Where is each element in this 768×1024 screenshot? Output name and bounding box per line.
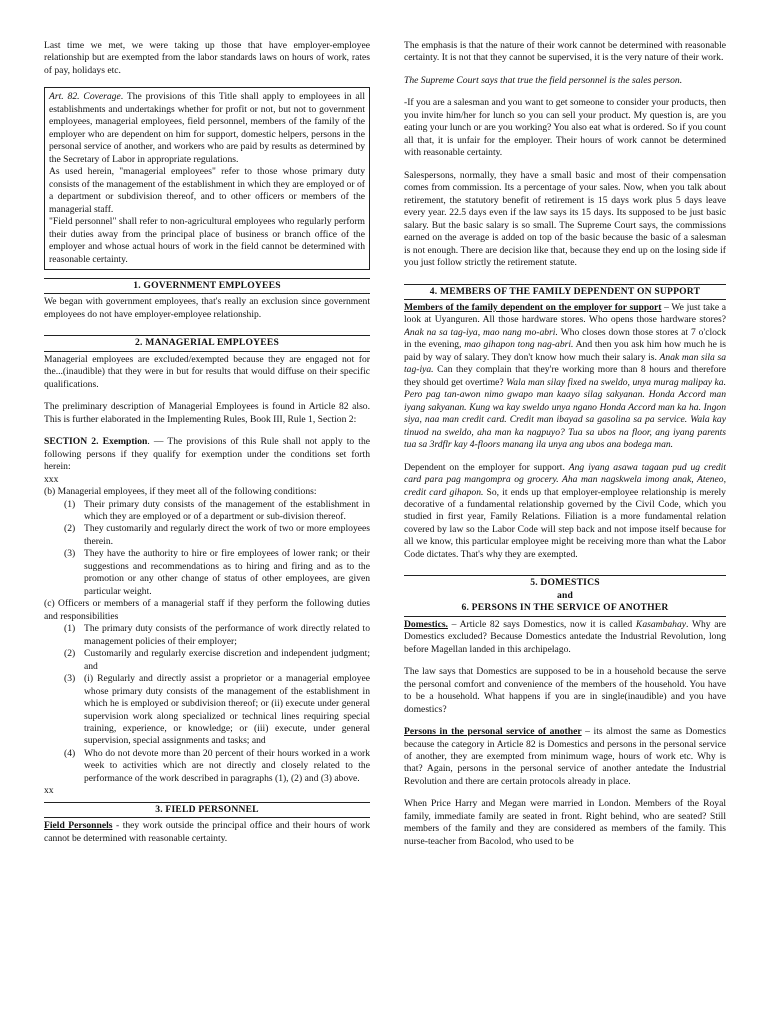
left-column (44, 40, 370, 1016)
list-item: (1) The primary duty consists of the performance of work directly related to management policies of their employer; (64, 623, 370, 647)
heading-persons-service: 6. PERSONS IN THE SERVICE OF ANOTHER (461, 602, 669, 614)
list-item: (4) Who do not devote more than 20 percent of their hours worked in a work week to activities which are not directly and closely related to the performance of the work described in paragraphs (1), (2) and (3) above. (64, 747, 370, 784)
right-column (404, 40, 726, 1016)
list-item: (3) (i) Regularly and directly assist a proprietor or a managerial employee whose primary duty consists of the management of the establishment in which he is employed or subdivision thereof; or (ii) execute under general supervision work along specialized or technical lines requiring special training, experience, or knowledge; or (iii) execute, under general supervision, special assignments and tasks; and (64, 673, 370, 747)
xxx-marker: xxx (44, 473, 59, 485)
heading-family-dependent: 4. MEMBERS OF THE FAMILY DEPENDENT ON SUPPORT (404, 284, 726, 300)
supreme-court-sales-paragraph: The Supreme Court says that true the field personnel is the sales person. (404, 74, 683, 86)
heading-domestics-and-service (404, 575, 726, 616)
art82-label: Art. 82. Coverage (49, 91, 121, 103)
art82-text: . The provisions of this Title shall apply to employees in all establishments and undertakings whether for profit or not, but not to government employees, managerial employees, field personnel, members of the family of the employer who are dependent on him for support, domestic helpers, persons in the personal service of another, and workers who are paid by results as determined by the Secretary of Labor in appropriate regulations. (49, 91, 365, 165)
salesman-paragraph: -If you are a salesman and you want to get someone to consider your products, then you invite him/her for lunch so you can sell your product. My question is, are you eating your lunch or are you working? You also eat what is ordered. So if you count all that, it is unfair for the employer. Their hours of work cannot be determined with reasonable certainty. (404, 97, 726, 159)
field-text: - they work outside the principal office and their hours of work cannot be determined with reasonable certainty. (44, 820, 370, 844)
list-item: (2) Customarily and regularly exercise discretion and independent judgment; and (64, 648, 370, 672)
domestics-label: Domestics. (404, 618, 448, 630)
list-item: (2) They customarily and regularly direct the work of two or more employees therein. (64, 523, 370, 547)
conditions-c-list (44, 623, 370, 785)
list-item: (3) They have the authority to hire or fire employees of lower rank; or their suggestions and recommendations as to hiring and firing and as to the promotion or any other change of status of other employees, are given particular weight. (64, 548, 370, 597)
prince-harry-paragraph: When Price Harry and Megan were married in London. Members of the Royal family, immediate family are seated in front. Right behind, who are seated? Still members of the family and they are considered as members of the family. This nurse-teacher from Bacolod, who used to be (404, 798, 726, 847)
heading-domestics: 5. DOMESTICS (530, 577, 600, 589)
xx-marker: xx (44, 785, 54, 797)
managerial-paragraph: Managerial employees are excluded/exempted because they are engaged not for the...(inaudible) that they were in but for results that would diffuse on their specific qualifications. (44, 353, 370, 390)
conditions-b-intro: (b) Managerial employees, if they meet all of the following conditions: (44, 486, 317, 498)
art82-field: "Field personnel" shall refer to non-agricultural employees who regularly perform their duties away from the principal place of business or branch office of the employer and whose actual hours of work in the field cannot be determined with reasonable certainty. (49, 216, 365, 265)
section2-label: SECTION 2. Exemption (44, 436, 148, 448)
art82-managerial: As used herein, "managerial employees" refer to those whose primary duty consists of the management of the establishment in which they are employed or of a department or subdivision thereof, and to other officers or members of the managerial staff. (49, 166, 365, 215)
domestics-paragraph: Domestics. – Article 82 says Domestics, now it is called Kasambahay. Why are Domestics excluded? Because Domestics antedate the Industrial Revolution, long before Magellan landed in this archipelago. (404, 618, 726, 655)
list-item: (1) Their primary duty consists of the management of the establishment in which they are employed or of a department or sub-division thereof. (64, 498, 370, 522)
salespersons-paragraph: Salespersons, normally, they have a small basic and most of their compensation comes from commission. Its a percentage of your sales. Now, when you talk about retirement, the statutory benefit of retirement is 15 days work plus 5 days leave every year. 22.5 days even if the law says its 15 days. Its supposed to be just basic salary. But the basic salary is so small. The Supreme Court says, the commissions earned on the average is added on top of the basic because the basic of a salesman is not enough. There are decision like that, because they end up on the losing side if you just follow strictly the retirement statute. (404, 169, 726, 269)
conditions-b-list (44, 499, 370, 599)
heading-field-personnel: 3. FIELD PERSONNEL (44, 802, 370, 818)
heading-government-employees: 1. GOVERNMENT EMPLOYEES (44, 278, 370, 294)
art82-box (44, 87, 370, 270)
field-personnel-paragraph (44, 820, 370, 845)
art82-coverage (49, 91, 365, 166)
dependent-paragraph: Dependent on the employer for support. Ang iyang asawa tagaan pud ug credit card para pag mangompra og grocery. Aha man nagskwela imong anak, Ateneo, credit card gihapon. So, it ends up that employer-employee relationship is merely decorative of a fundamental relationship governed by the Civil Code, which you studied in first year, Family Relations. Filiation is a more fundamental relation covered by law so the Labor Code will step back and not impose itself because for all we know, this particular employee might be receiving more than what the Labor Code dictates. That's why they are exempted. (404, 461, 726, 560)
heading-and: and (556, 589, 574, 601)
law-says-paragraph: The law says that Domestics are supposed to be in a household because the serve the personal comfort and convenience of the members of the household. You have to be a household. What happens if you are in single(inaudible) and you have domestics? (404, 666, 726, 715)
family-label: Members of the family dependent on the employer for support (404, 301, 662, 313)
section2-paragraph (44, 436, 370, 473)
personal-label: Persons in the personal service of another (404, 726, 582, 738)
conditions-c-intro: (c) Officers or members of a managerial staff if they perform the following duties and responsibilities (44, 598, 370, 622)
family-paragraph: Members of the family dependent on the employer for support – We just take a look at Uyanguren. All those hardware stores. Who opens those hardware stores? Anak na sa tag-iya, mao nang mo-abri. Who closes down those stores at 7 o'clock in the evening, mao gihapon tong nag-abri. And then you ask him how much he is paid by way of salary. They don't know how much their salary is. Anak man sila sa tag-iya. Can they complain that they're working more than 8 hours and therefore they should get overtime? Wala man silay fixed na sweldo, unya murag malipay ka. Pero pag tan-awon nimo gwapo man kaayo silag sakyanan. Honda Accord man iyang sakyanan. Kung wa kay sweldo unya ngano Honda Accord man ka ha. Ingon siya, naa man credit card. Credit man ibayad sa gasolina sa pa service. Wala kay tinuod na sweldo, aha man ka nagpuyo? Tua sa ubos na floor, ang iyang parents tua sa 3rdflr kay 4-floors manang ila unya ang ubos ana bodega man. (404, 301, 726, 451)
managerial-article-paragraph: The preliminary description of Managerial Employees is found in Article 82 also. This is further elaborated in the Implementing Rules, Book III, Rule 1, Section 2: (44, 401, 370, 425)
personal-service-paragraph: Persons in the personal service of another – its almost the same as Domestics because the category in Article 82 is Domestics and persons in the personal service of another, they are exempted from minimum wage, hours of work etc. Why is that? Again, persons in the personal service of another antedate the Industrial Revolution and there are certain protocols already in place. (404, 726, 726, 787)
field-label: Field Personnels (44, 820, 113, 832)
government-paragraph: We began with government employees, that's really an exclusion since government employees do not have employer-employee relationship. (44, 296, 370, 320)
section2-text: . — The provisions of this Rule shall not apply to the following persons if they qualify for exemption under the conditions set forth herein: (44, 436, 370, 473)
intro-paragraph: Last time we met, we were taking up those that have employer-employee relationship but are exempted from the labor standards laws on hours of work, rates of pay, holidays etc. (44, 40, 370, 76)
emphasis-paragraph: The emphasis is that the nature of their work cannot be determined with reasonable certainty. It is not that they cannot be supervised, it is the very nature of their work. (404, 40, 726, 64)
heading-managerial-employees: 2. MANAGERIAL EMPLOYEES (44, 335, 370, 351)
